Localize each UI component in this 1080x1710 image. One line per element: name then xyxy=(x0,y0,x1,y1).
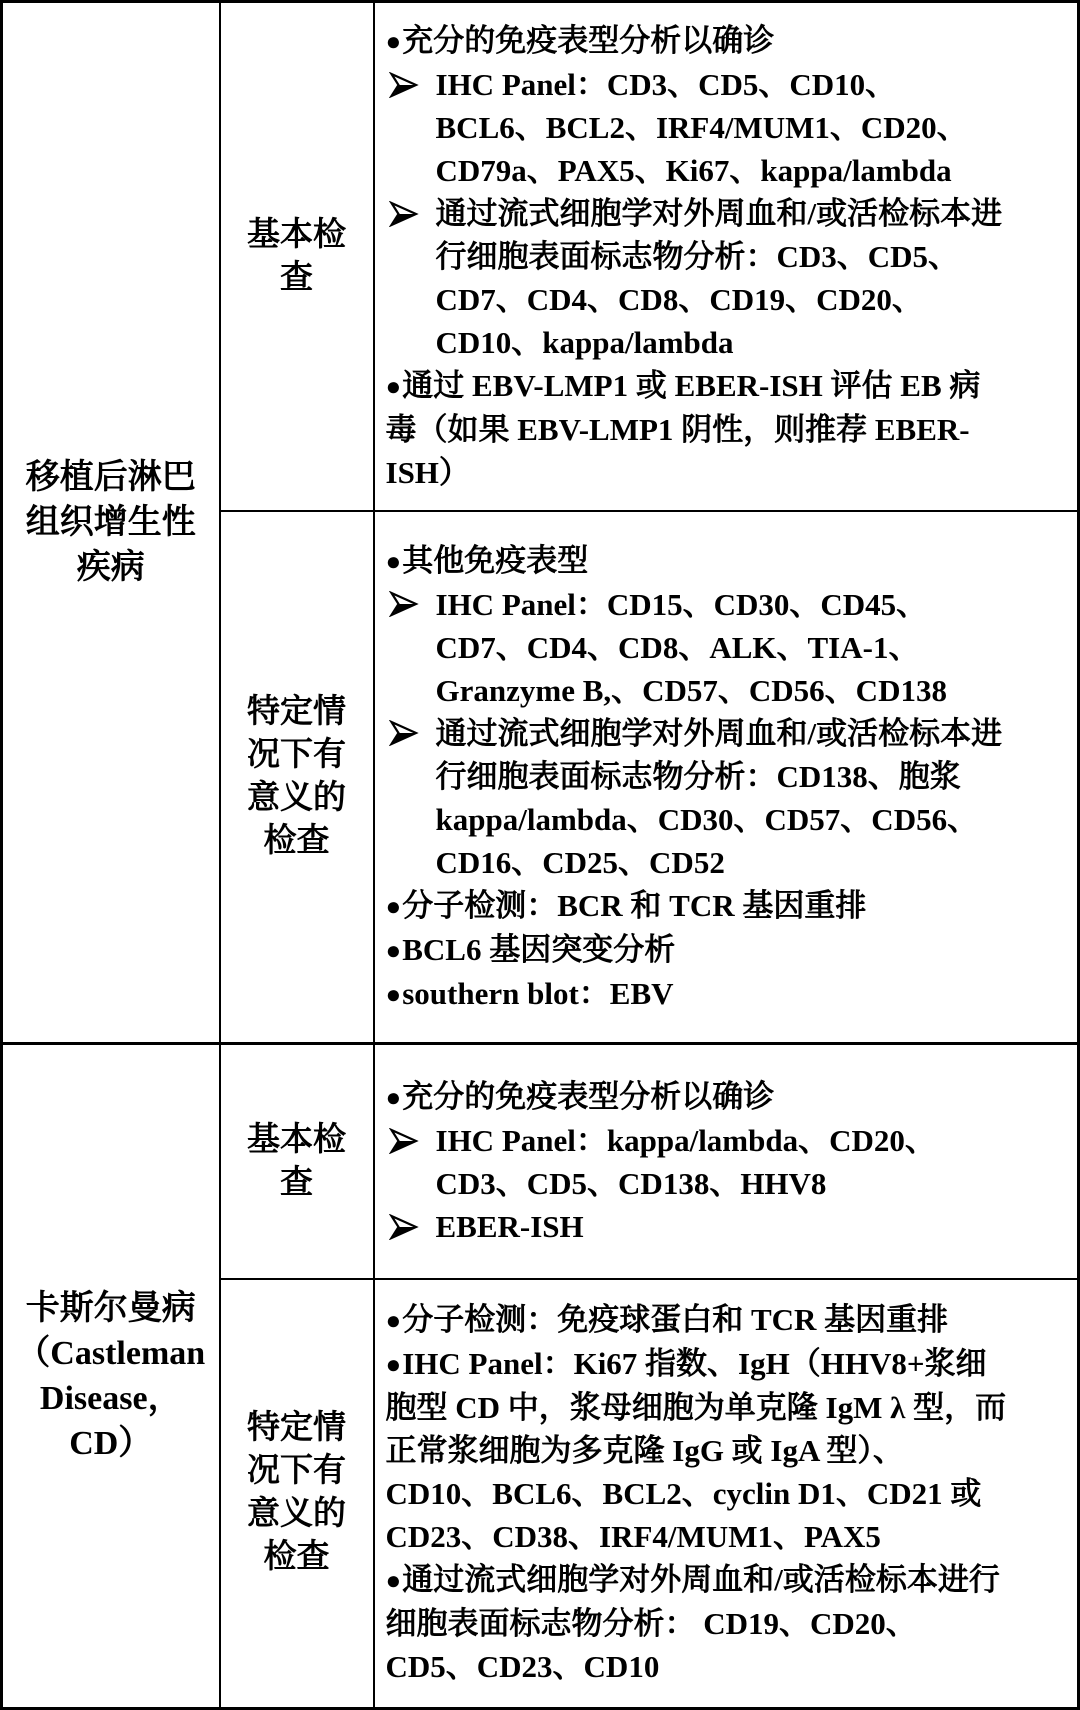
list-item-text: 胞型 CD 中，浆母细胞为单克隆 IgM λ 型，而 xyxy=(385,1390,1007,1426)
list-item xyxy=(386,1298,1054,1342)
list-item-text: CD16、CD25、CD52 xyxy=(435,844,725,880)
list-item xyxy=(386,972,1054,1016)
list-item-text: 行细胞表面标志物分析：CD138、胞浆 xyxy=(435,758,961,794)
list-item xyxy=(386,1472,1054,1515)
list-item xyxy=(386,19,1054,63)
bullet-icon: ● xyxy=(385,891,402,921)
list-item xyxy=(386,1119,1054,1162)
list-item xyxy=(386,1515,1054,1558)
list-item-text: 分子检测：免疫球蛋白和 TCR 基因重排 xyxy=(402,1302,949,1338)
list-item-text: Granzyme B,、CD57、CD56、CD138 xyxy=(435,672,947,708)
list-item-text: 通过流式细胞学对外周血和/或活检标本进 xyxy=(435,715,1003,751)
category-label-line: 意义的 xyxy=(247,780,346,817)
bullet-icon: ● xyxy=(385,372,402,402)
bullet-icon: ● xyxy=(385,1083,402,1113)
list-item-text: IHC Panel：CD15、CD30、CD45、 xyxy=(435,586,928,622)
cell-tests-ptld-specific xyxy=(374,511,1079,1044)
list-item-text: ISH） xyxy=(385,455,470,491)
list-item-text: southern blot：EBV xyxy=(402,975,674,1011)
arrow-icon xyxy=(389,591,419,617)
list-item xyxy=(386,669,1054,712)
cell-tests-castleman-basic xyxy=(374,1044,1079,1279)
list-item-text: CD79a、PAX5、Ki67、kappa/lambda xyxy=(435,153,952,189)
list-item xyxy=(386,1075,1054,1119)
bullet-icon: ● xyxy=(385,979,402,1009)
list-item xyxy=(386,841,1054,884)
list-item-text: IHC Panel：CD3、CD5、CD10、 xyxy=(435,67,897,103)
list-item xyxy=(386,755,1054,798)
list-item-text: BCL6 基因突变分析 xyxy=(402,931,676,967)
list-item xyxy=(386,149,1054,192)
bullet-icon: ● xyxy=(385,1306,402,1336)
list-item xyxy=(386,798,1054,841)
disease-name-line: （Castleman xyxy=(16,1335,206,1373)
list-item-text: 其他免疫表型 xyxy=(402,542,589,578)
category-label-line: 查 xyxy=(280,1164,313,1201)
bullet-icon: ● xyxy=(385,27,402,57)
bullet-icon: ● xyxy=(385,1566,402,1596)
cell-category-ptld-basic xyxy=(220,2,374,512)
cell-tests-castleman-specific xyxy=(374,1279,1079,1709)
list-item xyxy=(386,626,1054,669)
list-item-text: BCL6、BCL2、IRF4/MUM1、CD20、 xyxy=(435,110,968,146)
list-item xyxy=(386,192,1054,235)
list-item-text: 通过流式细胞学对外周血和/或活检标本进行 xyxy=(402,1562,1000,1598)
list-item xyxy=(386,451,1054,494)
list-item xyxy=(386,1558,1054,1602)
list-item-text: 分子检测：BCR 和 TCR 基因重排 xyxy=(402,887,867,923)
list-item-text: CD7、CD4、CD8、CD19、CD20、 xyxy=(435,282,923,318)
list-item-text: 行细胞表面标志物分析：CD3、CD5、 xyxy=(435,239,960,275)
category-label-line: 况下有 xyxy=(247,737,346,774)
disease-name-line: 移植后淋巴 xyxy=(25,459,196,497)
category-label-line: 检查 xyxy=(263,823,330,860)
list-item-text: 通过流式细胞学对外周血和/或活检标本进 xyxy=(435,196,1003,232)
list-item-text: 细胞表面标志物分析： CD19、CD20、 xyxy=(385,1606,917,1642)
list-item-text: EBER-ISH xyxy=(435,1209,584,1245)
disease-name-line: CD） xyxy=(69,1425,153,1463)
list-item-text: CD23、CD38、IRF4/MUM1、PAX5 xyxy=(385,1519,881,1555)
category-label-line: 特定情 xyxy=(247,1410,346,1447)
category-label-line: 特定情 xyxy=(247,694,346,731)
cell-category-ptld-specific xyxy=(220,511,374,1044)
list-item xyxy=(386,278,1054,321)
list-item-text: CD10、kappa/lambda xyxy=(435,325,734,361)
list-item xyxy=(386,1205,1054,1248)
list-item xyxy=(386,1602,1054,1645)
list-item xyxy=(386,321,1054,364)
list-item xyxy=(386,583,1054,626)
list-item xyxy=(386,408,1054,451)
list-item-text: CD7、CD4、CD8、ALK、TIA-1、 xyxy=(435,629,920,665)
list-item-text: IHC Panel：kappa/lambda、CD20、 xyxy=(435,1123,936,1159)
arrow-icon xyxy=(389,1214,419,1240)
category-label-line: 检查 xyxy=(263,1539,330,1576)
list-item xyxy=(386,539,1054,583)
list-item-text: 正常浆细胞为多克隆 IgG 或 IgA 型）、 xyxy=(385,1433,904,1469)
arrow-icon xyxy=(389,720,419,746)
bullet-icon: ● xyxy=(385,1350,402,1380)
category-label-line: 基本检 xyxy=(247,1121,346,1158)
list-item xyxy=(386,1386,1054,1429)
cell-disease-ptld xyxy=(2,2,220,1044)
category-label-line: 况下有 xyxy=(247,1453,346,1490)
list-item-text: CD10、BCL6、BCL2、cyclin D1、CD21 或 xyxy=(385,1476,982,1512)
list-item xyxy=(386,1342,1054,1386)
disease-name-line: 组织增生性 xyxy=(25,504,196,542)
category-label-line: 基本检 xyxy=(247,216,346,253)
category-label-line: 查 xyxy=(280,259,313,296)
list-item-text: 毒（如果 EBV-LMP1 阴性，则推荐 EBER- xyxy=(385,412,970,448)
disease-name-line: Disease， xyxy=(39,1380,182,1418)
cell-category-castleman-specific xyxy=(220,1279,374,1709)
list-item xyxy=(386,1429,1054,1472)
list-item-text: 充分的免疫表型分析以确诊 xyxy=(402,23,775,59)
arrow-icon xyxy=(389,1128,419,1154)
arrow-icon xyxy=(389,201,419,227)
list-item xyxy=(386,106,1054,149)
list-item-text: 充分的免疫表型分析以确诊 xyxy=(402,1079,775,1115)
cell-tests-ptld-basic xyxy=(374,2,1079,512)
list-item xyxy=(386,63,1054,106)
list-item xyxy=(386,884,1054,928)
disease-name-line: 卡斯尔曼病 xyxy=(25,1290,196,1328)
disease-name-line: 疾病 xyxy=(76,549,145,587)
arrow-icon xyxy=(389,72,419,98)
list-item xyxy=(386,928,1054,972)
list-item xyxy=(386,235,1054,278)
list-item-text: kappa/lambda、CD30、CD57、CD56、 xyxy=(435,801,979,837)
list-item-text: CD3、CD5、CD138、HHV8 xyxy=(435,1166,827,1202)
cell-category-castleman-basic xyxy=(220,1044,374,1279)
list-item-text: 通过 EBV-LMP1 或 EBER-ISH 评估 EB 病 xyxy=(402,368,981,404)
category-label-line: 意义的 xyxy=(247,1496,346,1533)
bullet-icon: ● xyxy=(385,546,402,576)
list-item xyxy=(386,1162,1054,1205)
list-item-text: IHC Panel：Ki67 指数、IgH（HHV8+浆细 xyxy=(402,1346,987,1382)
list-item xyxy=(386,1645,1054,1688)
list-item xyxy=(386,364,1054,408)
bullet-icon: ● xyxy=(385,935,402,965)
list-item xyxy=(386,712,1054,755)
list-item-text: CD5、CD23、CD10 xyxy=(385,1649,660,1685)
cell-disease-castleman xyxy=(2,1044,220,1709)
